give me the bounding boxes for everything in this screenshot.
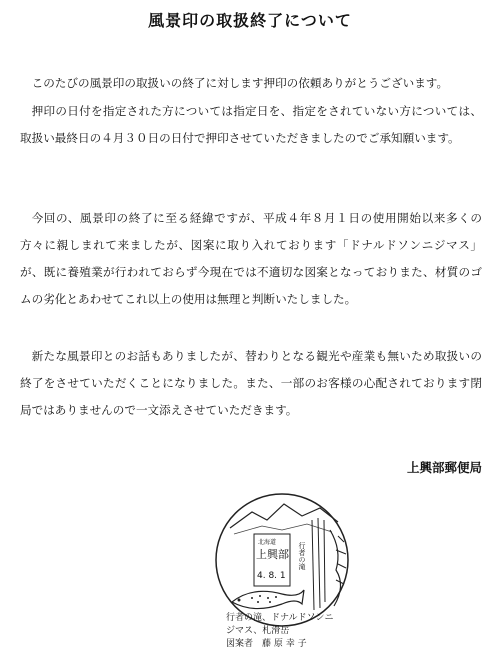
paragraph-thanks: このたびの風景印の取扱いの終了に対します押印の依頼ありがとうございます。 (31, 76, 449, 90)
stamp-prefecture: 北海道 (258, 539, 277, 546)
paragraph-closing: 新たな風景印とのお話もありましたが、替わりとなる観光や産業も無いため取扱いの終了をさせていただくことになりました。また、一部のお客様の心配されております閉局ではありませんので一文添えさせていただきます。 (20, 349, 482, 417)
stamp-side-text: 行者の滝 (298, 542, 306, 570)
caption-line-3: 図案者 藤 原 幸 子 (226, 639, 307, 649)
post-office-name: 上興部郵便局 (406, 460, 482, 475)
paragraph-date-info: 押印の日付を指定された方については指定日を、指定をされていない方については、取扱い最終日の４月３０日の日付で押印させていただきましたのでご承知願います。 (20, 104, 482, 145)
paragraph-reason: 今回の、風景印の終了に至る経緯ですが、平成４年８月１日の使用開始以来多くの方々に親しまれて来ましたが、図案に取り入れております「ドナルドソンニジマス」が、既に養殖業が行われておらず今現在では不適切な図案となっておりまた、材質のゴムの劣化とあわせてこれ以上の使用は無理と判断いたしました。 (20, 211, 482, 306)
caption-line-1: 行者の滝、ドナルドソンニ (226, 613, 334, 623)
caption-line-2: ジマス、札滑岳 (226, 626, 290, 636)
scenic-postmark-stamp (212, 490, 372, 630)
stamp-date: 4. 8. 1 (257, 571, 286, 581)
page-title: 風景印の取扱終了について (148, 11, 352, 30)
stamp-caption (226, 612, 334, 651)
stamp-office: 上興部 (256, 548, 289, 561)
